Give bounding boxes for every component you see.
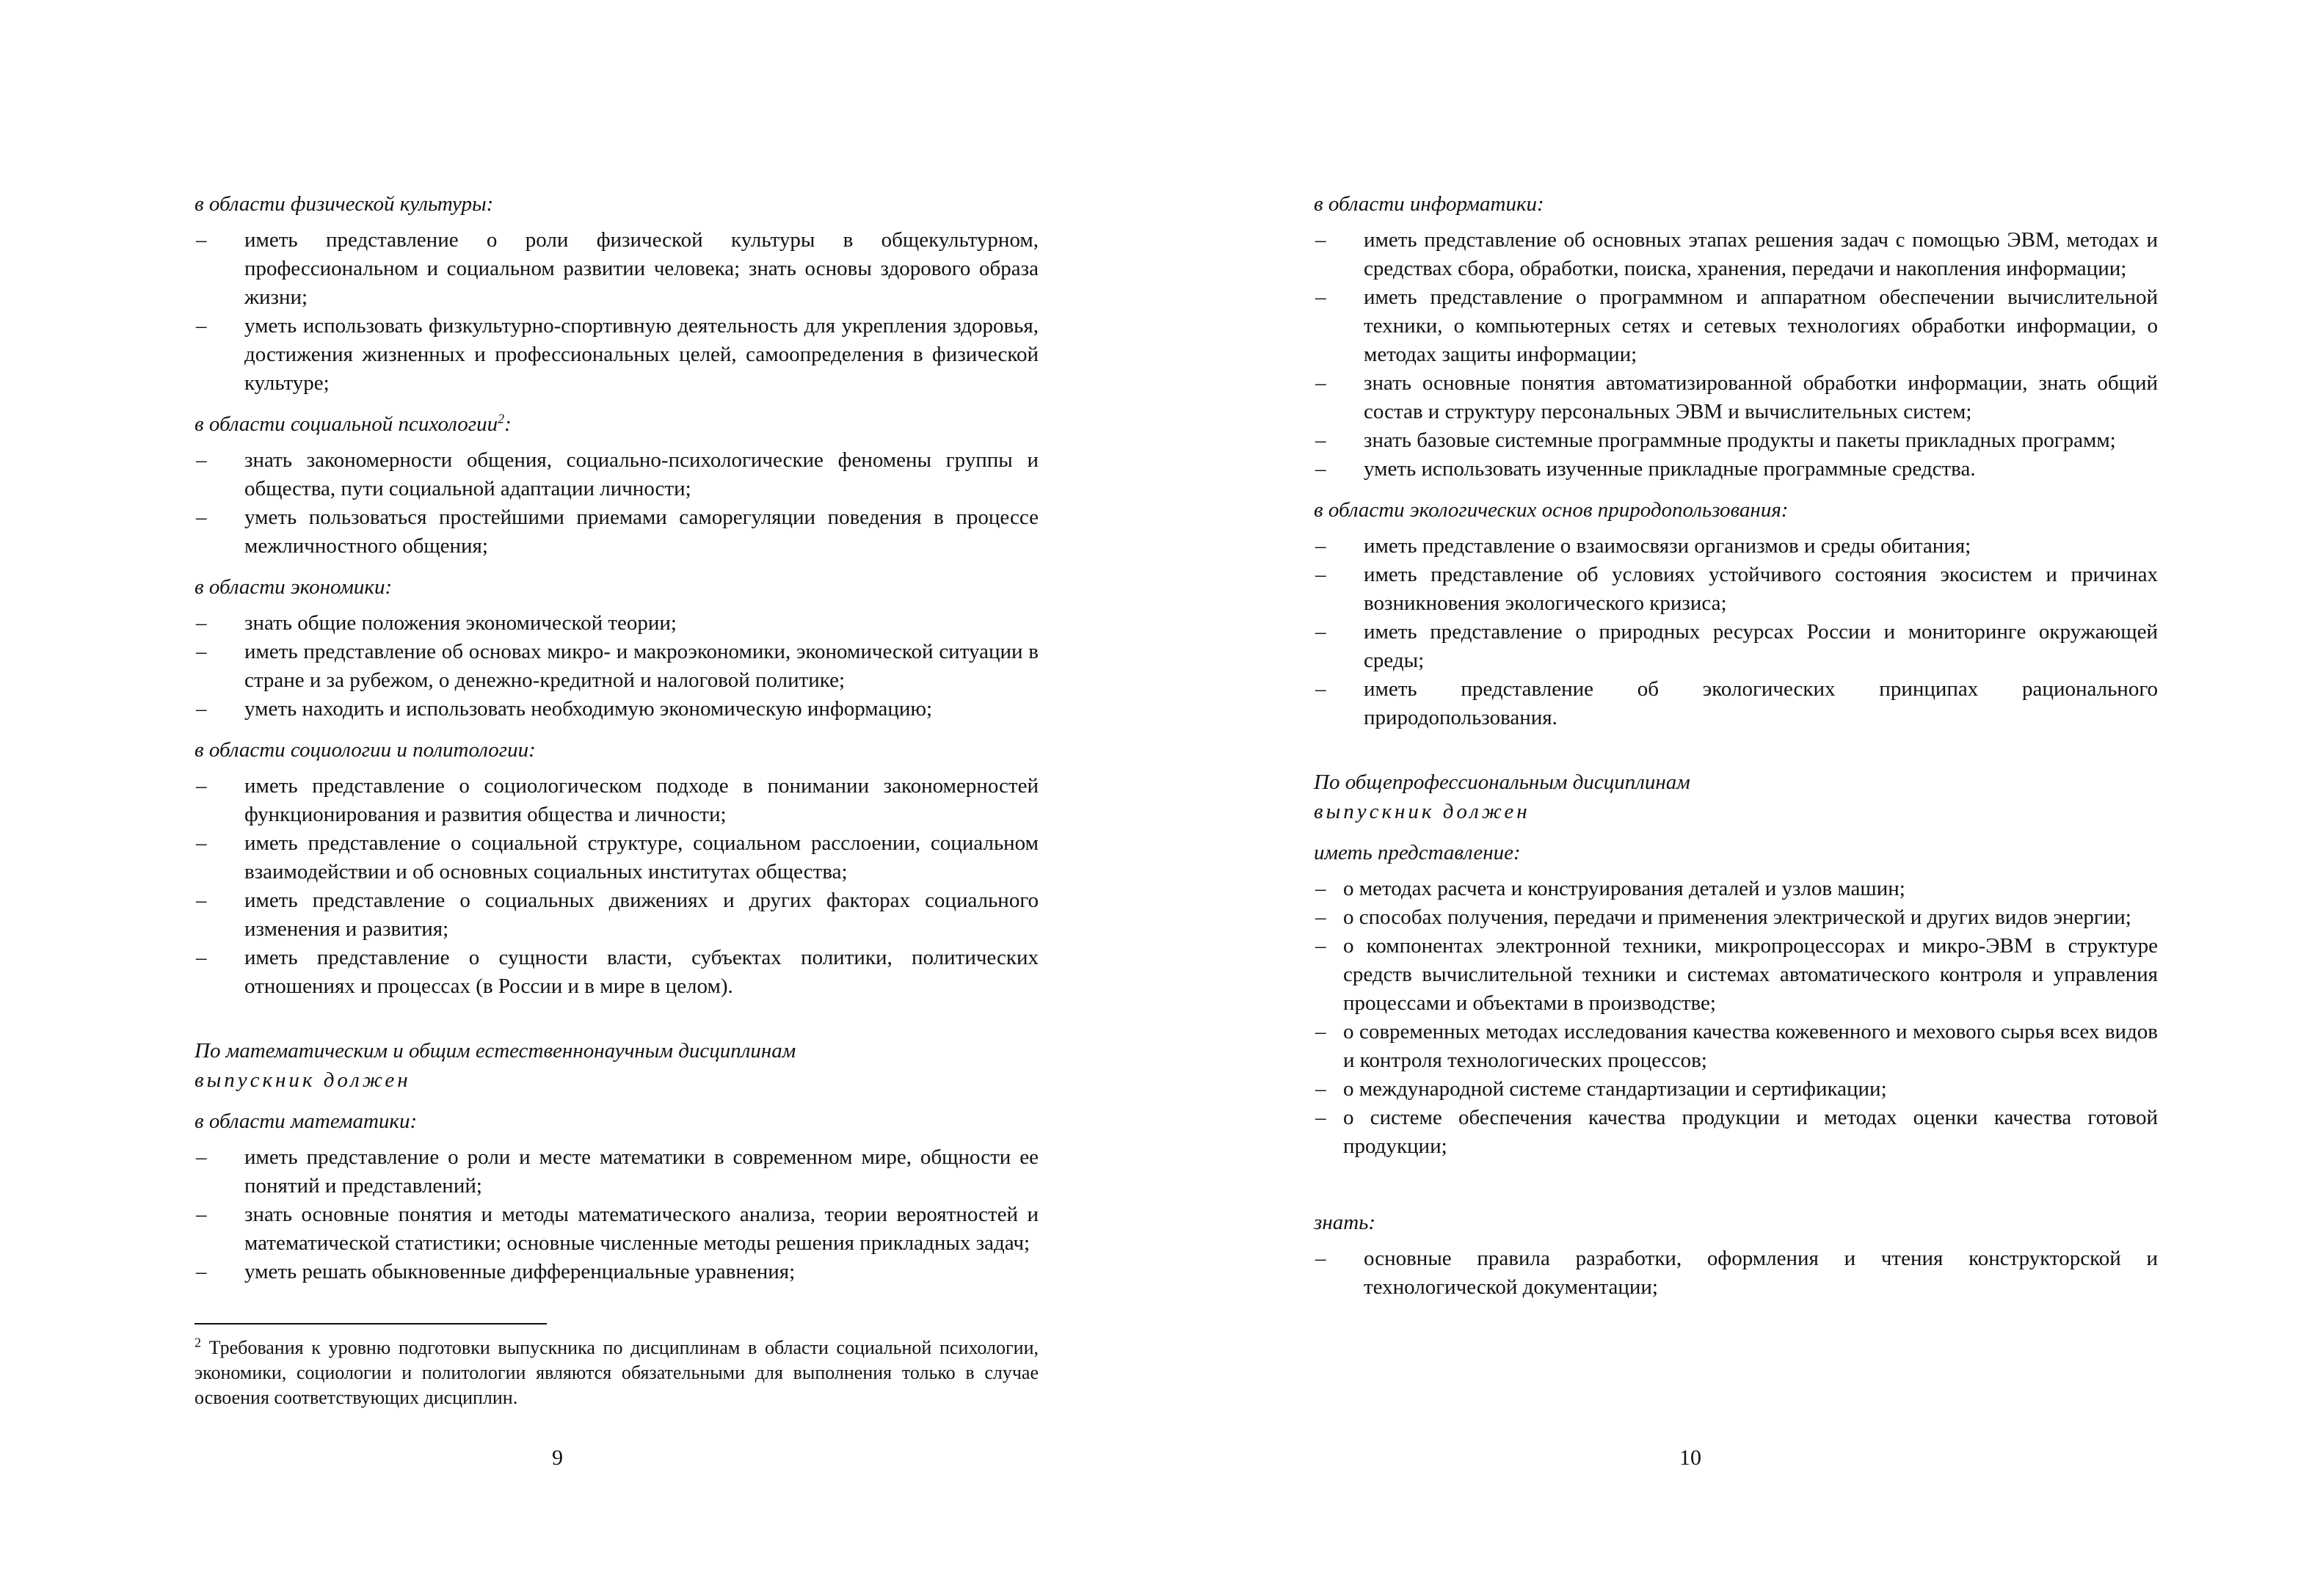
list-math: [195, 1143, 1039, 1286]
list-item: – о системе обеспечения качества продукции и методах оценки качества готовой продукции;: [1315, 1106, 2158, 1158]
list-item: – иметь представление о программном и аппаратном обеспечении вычислительной техники, о компьютерных сетях и сетевых технологиях обработки информации, о методах защиты информации;: [1315, 285, 2158, 366]
page-right: [1156, 0, 2312, 1596]
list-know: [1314, 1245, 2158, 1302]
list-item: – иметь представление об основных этапах решения задач с помощью ЭВМ, методах и средствах сбора, обработки, поиска, хранения, передачи и накопления информации;: [1315, 228, 2158, 280]
list-item: – основные правила разработки, оформления и чтения конструкторской и технологической документации;: [1315, 1247, 2158, 1299]
list-item: – иметь представление о взаимосвязи организмов и среды обитания;: [1315, 534, 1971, 558]
list-item: – уметь находить и использовать необходимую экономическую информацию;: [196, 697, 933, 721]
page-number: 9: [552, 1446, 563, 1470]
list-item: – уметь использовать физкультурно-спортивную деятельность для укрепления здоровья, достижения жизненных и профессиональных целей, самоопределения в физической культуре;: [196, 314, 1039, 395]
left-column: [195, 189, 1039, 1286]
list-item: – знать базовые системные программные продукты и пакеты прикладных программ;: [1315, 429, 2116, 452]
page-number: 10: [1679, 1446, 1701, 1470]
footnote-divider: [195, 1323, 547, 1324]
list-item: – иметь представление о сущности власти, субъектах политики, политических отношениях и процессах (в России и в мире в целом).: [196, 946, 1039, 998]
list-phys: [195, 226, 1039, 398]
list-psych: [195, 446, 1039, 561]
section-heading-socio: в области социологии и политологии:: [195, 738, 536, 762]
list-item: – о способах получения, передачи и применения электрической и других видов энергии;: [1315, 906, 2131, 929]
list-item: – иметь представление об условиях устойчивого состояния экосистем и причинах возникновения экологического кризиса;: [1315, 563, 2158, 615]
list-item: – уметь использовать изученные прикладные программные средства.: [1315, 457, 1976, 481]
list-item: – о международной системе стандартизации и сертификации;: [1315, 1077, 1887, 1101]
list-item: – иметь представление об экологических принципах рационального природопользования.: [1315, 677, 2158, 729]
list-item: – о современных методах исследования качества кожевенного и мехового сырья всех видов и контроля технологических процессов;: [1315, 1020, 2158, 1072]
section-heading-psych: в области социальной психологии$^2$:: [195, 411, 512, 436]
section-heading-eco: в области экологических основ природопользования:: [1314, 498, 1789, 522]
footnote-ref[interactable]: 2: [498, 411, 505, 426]
right-column: [1314, 189, 2158, 1302]
list-inf: [1314, 226, 2158, 484]
list-socio: [195, 772, 1039, 1001]
list-item: – о методах расчета и конструирования деталей и узлов машин;: [1315, 877, 1905, 900]
list-eco: [1314, 532, 2158, 732]
list-econ: [195, 609, 1039, 724]
list-item: – уметь решать обыкновенные дифференциальные уравнения;: [196, 1260, 796, 1283]
list-item: – уметь пользоваться простейшими приемами саморегуляции поведения в процессе межличностного общения;: [196, 506, 1039, 558]
list-item: – знать закономерности общения, социально-психологические феномены группы и общества, пути социальной адаптации личности;: [196, 448, 1039, 500]
section-heading-econ: в области экономики:: [195, 575, 393, 599]
section-heading-repr: иметь представление:: [1314, 841, 1521, 864]
section-heading-math: в области математики:: [195, 1109, 418, 1133]
list-item: – иметь представление о роли и месте математики в современном мире, общности ее понятий и представлений;: [196, 1145, 1039, 1198]
list-item: – знать основные понятия и методы математического анализа, теории вероятностей и математической статистики; основные численные методы решения прикладных задач;: [196, 1203, 1039, 1255]
list-item: – иметь представление о социологическом подходе в понимании закономерностей функционирования и развития общества и личности;: [196, 774, 1039, 826]
section-heading-know: знать:: [1314, 1211, 1375, 1234]
list-item: – иметь представление о природных ресурсах России и мониторинге окружающей среды;: [1315, 620, 2158, 672]
list-item: – о компонентах электронной техники, микропроцессорах и микро-ЭВМ в структуре средств вычислительной техники и системах автоматического контроля и управления процессами и объектами в производстве;: [1315, 934, 2158, 1015]
list-item: – иметь представление об основах микро- и макроэкономики, экономической ситуации в стране и за рубежом, о денежно-кредитной и налоговой политике;: [196, 640, 1039, 692]
block-heading-prof: По общепрофессиональным дисциплинам выпускник должен: [1314, 770, 1690, 823]
list-item: – знать общие положения экономической теории;: [196, 611, 677, 635]
list-item: – иметь представление о роли физической культуры в общекультурном, профессиональном и социальном развитии человека; знать основы здорового образа жизни;: [196, 228, 1039, 309]
section-heading-phys: в области физической культуры:: [195, 192, 494, 216]
section-heading-inf: в области информатики:: [1314, 192, 1544, 216]
footnote: $^2$ Требования к уровню подготовки выпускника по дисциплинам в области социальной психологии, экономики, социологии и политологии являются обязательными для выполнения только в случае освоения соответствующих дисциплин.: [195, 1335, 1039, 1408]
block-heading-math: По математическим и общим естественнонаучным дисциплинам выпускник должен: [195, 1039, 796, 1092]
list-item: – иметь представление о социальной структуре, социальном расслоении, социальном взаимодействии и об основных социальных институтах общества;: [196, 831, 1039, 883]
list-repr: [1314, 875, 2158, 1161]
list-item: – иметь представление о социальных движениях и других факторах социального изменения и развития;: [196, 889, 1039, 941]
list-item: – знать основные понятия автоматизированной обработки информации, знать общий состав и структуру персональных ЭВМ и вычислительных систем;: [1315, 371, 2158, 423]
